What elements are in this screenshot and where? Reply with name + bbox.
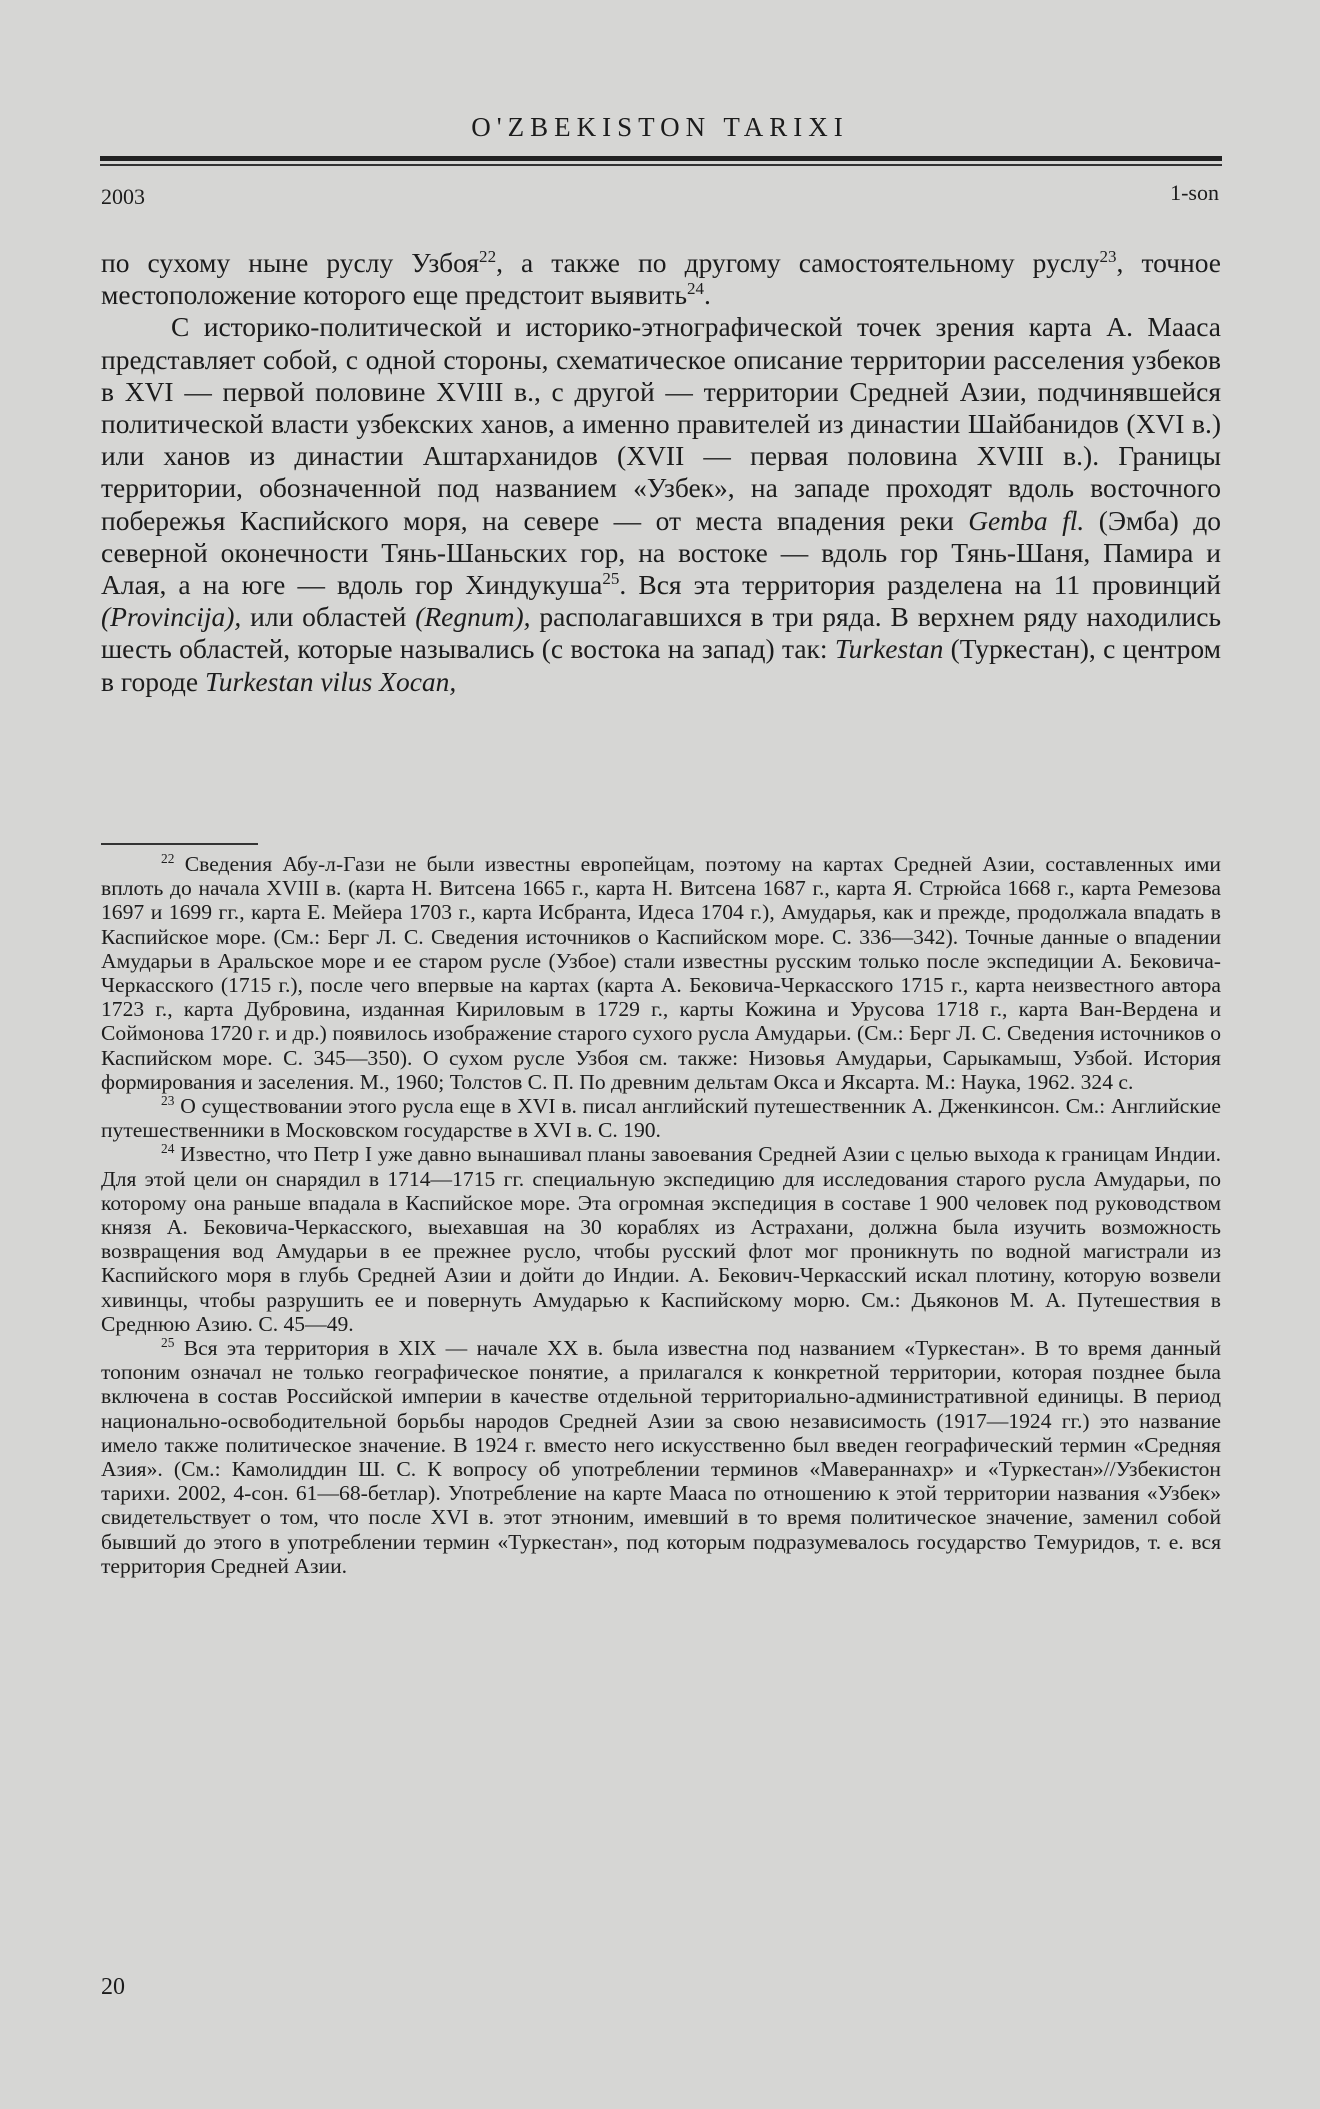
italic-term: Gemba fl. xyxy=(968,504,1085,536)
italic-term: Turkestan xyxy=(834,633,944,665)
text-run: (Эмба) до северной оконечности Тянь-Шаньских гор, на востоке — вдоль гор Тянь-Шаня, Памира и Алая, а на юге — вдоль гор Хиндукуша xyxy=(101,504,1221,601)
text-run: , а также по другому самостоятельному руслу xyxy=(496,247,1100,278)
italic-term: (Provincija), xyxy=(101,601,242,633)
text-run: или областей xyxy=(241,601,416,633)
footnote-text: Известно, что Петр I уже давно вынашивал планы завоевания Средней Азии с целью выхода к границам Индии. Для этой цели он снарядил в 1714—1715 гг. специальную экспедицию для исследования старого русла Амударьи, по которому она раньше впадала в Каспийское море. Эта огромная экспедиция в составе 1 900 человек под руководством князя А. Бековича-Черкасского, выехавшая на 30 кораблях из Астрахани, должна была изучить возможность возвращения вод Амударьи в ее прежнее русло, чтобы русский флот мог проникнуть по водной магистрали из Каспийского моря в глубь Средней Азии и дойти до Индии. А. Бекович-Черкасский искал плотину, которую возвели хивинцы, чтобы разрушить ее и повернуть Амударью к Каспийскому морю. См.: Дьяконов М. А. Путешествия в Среднюю Азию. С. 45—49. xyxy=(101,1142,1221,1336)
italic-term: Turkestan vilus Xocan, xyxy=(204,665,457,697)
footnote-ref-23: 23 xyxy=(1099,246,1117,266)
footnote-24 xyxy=(101,1142,1221,1336)
issue-number: 1-son xyxy=(1170,180,1219,205)
paragraph-2 xyxy=(101,311,1221,697)
header-rule-thick xyxy=(100,156,1222,161)
footnotes xyxy=(101,852,1221,1578)
footnote-text: Вся эта территория в XIX — начале XX в. была известна под названием «Туркестан». В то время данный топоним означал не только географическое понятие, а прилагался к конкретной территории, которая позднее была включена в состав Российской империи в качестве отдельной территориально-административной единицы. В период национально-освободительной борьбы народов Средней Азии за свою независимость (1917—1924 гг.) это название имело также политическое значение. В 1924 г. вместо него искусственно был введен географический термин «Средняя Азия». (См.: Камолиддин Ш. С. К вопросу об употреблении терминов «Мавераннахр» и «Туркестан»//Узбекистон тарихи. 2002, 4-сон. 61—68-бетлар). Употребление на карте Мааса по отношению к этой территории названия «Узбек» свидетельствует о том, что после XVI в. этот этноним, имевший в то время политическое значение, заменил собой бывший до этого в употреблении термин «Туркестан», под которым подразумевалось государство Темуридов, т. е. вся территория Средней Азии. xyxy=(101,1336,1221,1578)
text-run: , точное местоположение которого еще предстоит выявить xyxy=(101,247,1221,311)
italic-term: (Regnum), xyxy=(415,601,531,633)
footnote-number: 25 xyxy=(161,1334,175,1350)
footnote-23 xyxy=(101,1094,1221,1142)
header-rule-thin xyxy=(100,164,1222,166)
footnote-ref-22: 22 xyxy=(479,246,497,266)
text-run: . Вся эта территория разделена на 11 провинций xyxy=(619,569,1221,601)
text-run: располагавшихся в три ряда. В верхнем ряду находились шесть областей, которые назывались (с востока на запад) так: xyxy=(101,601,1221,665)
footnote-22 xyxy=(101,852,1221,1094)
journal-title: O'ZBEKISTON TARIXI xyxy=(471,112,849,142)
main-text xyxy=(101,247,1221,698)
page-number: 20 xyxy=(101,1974,125,2000)
footnote-number: 22 xyxy=(161,850,175,866)
footnote-ref-24: 24 xyxy=(687,279,705,299)
paragraph-1 xyxy=(101,247,1221,311)
text-run: (Туркестан), с центром в городе xyxy=(101,633,1221,697)
text-run: С историко-политической и историко-этнографической точек зрения карта А. Мааса представляет собой, с одной стороны, схематическое описание территории расселения узбеков в XVI — первой половине XVIII в., с другой — территории Средней Азии, подчинявшейся политической власти узбекских ханов, а именно правителей из династии Шайбанидов (XVI в.) или ханов из династии Аштарханидов (XVII — первая половина XVIII в.). Границы территории, обозначенной под названием «Узбек», на западе проходят вдоль восточного побережья Каспийского моря, на севере — от места впадения реки xyxy=(101,311,1221,536)
footnote-number: 24 xyxy=(161,1141,175,1157)
issue-year: 2003 xyxy=(101,184,145,209)
text-run: . xyxy=(704,279,711,311)
footnote-number: 23 xyxy=(161,1092,175,1108)
footnote-ref-25: 25 xyxy=(602,568,620,588)
footnote-text: О существовании этого русла еще в XVI в. писал английский путешественник А. Дженкинсон. См.: Английские путешественники в Московском государстве в XVI в. С. 190. xyxy=(101,1094,1221,1143)
footnote-separator xyxy=(101,843,258,845)
footnote-25 xyxy=(101,1336,1221,1578)
text-run: по сухому ныне руслу Узбоя xyxy=(101,247,480,278)
footnote-text: Сведения Абу-л-Гази не были известны европейцам, поэтому на картах Средней Азии, составленных ими вплоть до начала XVIII в. (карта Н. Витсена 1665 г., карта Н. Витсена 1687 г., карта Я. Стрюйса 1668 г., карта Ремезова 1697 и 1699 гг., карта Е. Мейера 1703 г., карта Исбранта, Идеса 1704 г.), Амударья, как и прежде, продолжала впадать в Каспийское море. (См.: Берг Л. С. Сведения источников о Каспийском море. С. 336—342). Точные данные о впадении Амударьи в Аральское море и ее старом русле (Узбое) стали известны русским только после экспедиции А. Бековича-Черкасского (1715 г.), после чего впервые на картах (карта А. Бековича-Черкасского 1715 г., карта неизвестного автора 1723 г., карта Дубровина, изданная Кириловым в 1729 г., карты Кожина и Урусова 1718 г., карта Ван-Вердена и Соймонова 1720 г. и др.) появилось изображение старого сухого русла Амударьи. (См.: Берг Л. С. Сведения источников о Каспийском море. С. 345—350). О сухом русле Узбоя см. также: Низовья Амударьи, Сарыкамыш, Узбой. История формирования и заселения. М., 1960; Толстов С. П. По древним дельтам Окса и Яксарта. М.: Наука, 1962. 324 с. xyxy=(101,852,1221,1094)
